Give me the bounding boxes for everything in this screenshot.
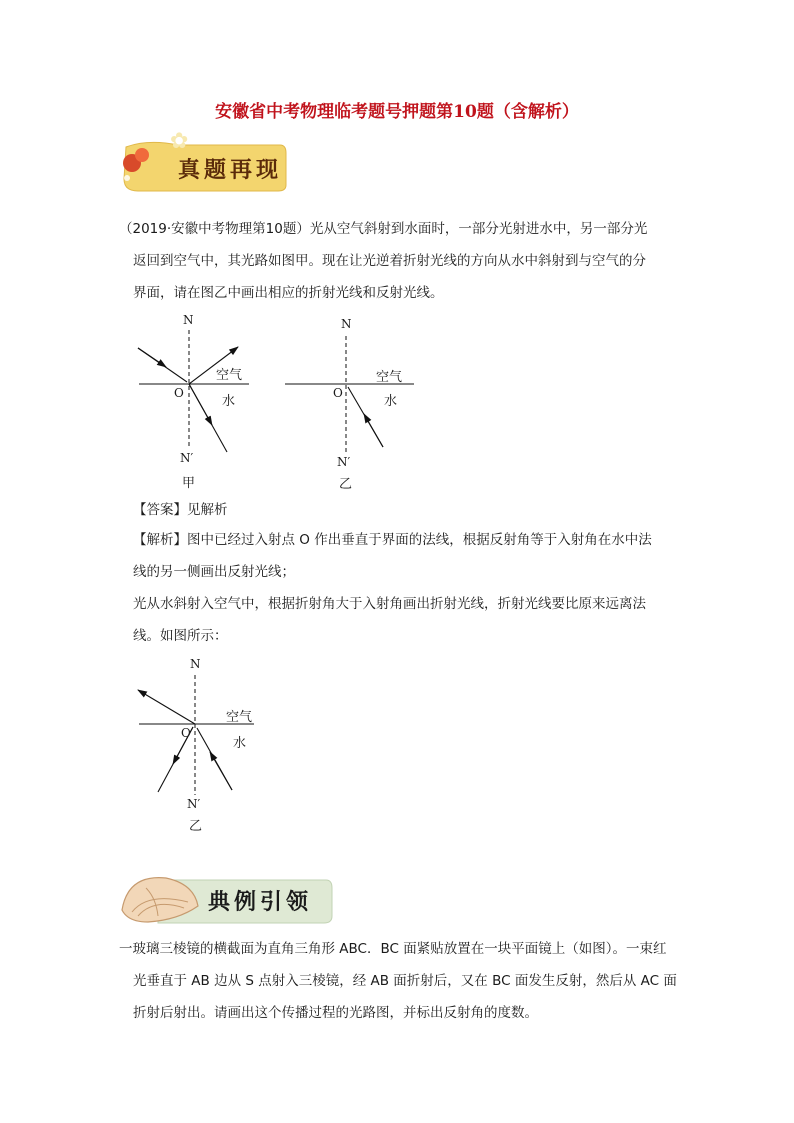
incident-arrow <box>138 348 166 367</box>
section-banner-example <box>118 868 336 928</box>
caption-yi: 乙 <box>339 477 353 492</box>
label-normal-bottom: N′ <box>337 455 351 469</box>
label-air: 空气 <box>216 368 243 383</box>
label-normal-bottom: N′ <box>187 797 201 811</box>
refracted-arrow <box>189 384 212 425</box>
label-origin: O <box>174 386 184 400</box>
label-normal-top: N <box>183 313 194 327</box>
question-text: （2019·安徽中考物理第10题）光从空气斜射到水面时，一部分光射进水中，另一部分光 返回到空气中，其光路如图甲。现在让光逆着折射光线的方向从水中斜射到与空气的分 界面，请在图乙中画出相应的折射光线和反射光线。 <box>119 221 648 301</box>
label-water: 水 <box>222 394 236 409</box>
label-air: 空气 <box>226 710 253 725</box>
label-origin: O <box>181 726 191 740</box>
refracted-ray <box>138 690 195 724</box>
label-water: 水 <box>384 394 398 409</box>
analysis-text: 【解析】图中已经过入射点 O 作出垂直于界面的法线，根据反射角等于入射角在水中法 线的另一侧画出反射光线； 光从水斜射入空气中，根据折射角大于入射角画出折射光线，折射光线要比原来远离法 线。如图所示： <box>133 532 652 644</box>
answer-text: 【答案】见解析 <box>133 502 228 518</box>
label-origin: O <box>333 386 343 400</box>
caption-yi: 乙 <box>189 819 203 834</box>
incident-arrow <box>210 752 232 790</box>
page-title: 安徽省中考物理临考题号押题第10题（含解析） <box>215 102 579 122</box>
banner-title: 典例引领 <box>208 889 313 915</box>
label-normal-bottom: N′ <box>180 451 194 465</box>
label-water: 水 <box>233 736 247 751</box>
incident-arrow <box>364 414 383 447</box>
banner-title: 真题再现 <box>178 157 283 183</box>
caption-jia: 甲 <box>182 476 196 491</box>
label-air: 空气 <box>376 370 403 385</box>
label-normal-top: N <box>341 317 352 331</box>
label-normal-top: N <box>190 657 201 671</box>
flower-icon: ✿ <box>170 129 189 154</box>
example-text: 一玻璃三棱镜的横截面为直角三角形 ABC．BC 面紧贴放置在一块平面镜上（如图）。一束红 光垂直于 AB 边从 S 点射入三棱镜，经 AB 面折射后，又在 BC 面发生反射，然后从 AC 面 折射后射出。请画出这个传播过程的光路图，并标出反射角的度数。 <box>119 941 677 1021</box>
